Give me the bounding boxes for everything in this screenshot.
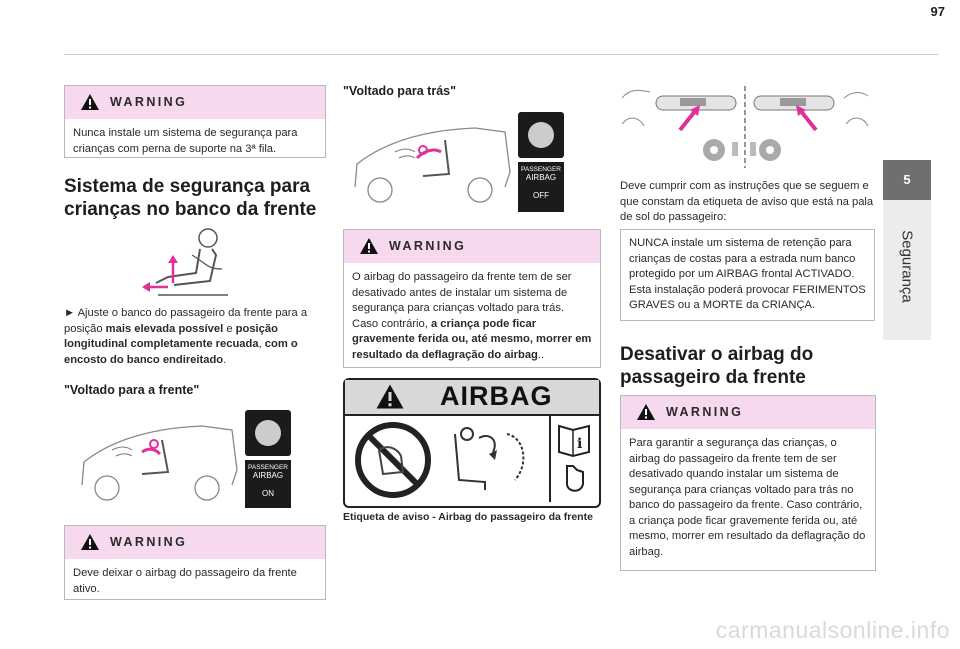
warning-header: [65, 86, 325, 119]
section-heading: Sistema de segurança para crianças no banco da frente: [64, 176, 317, 220]
airbag-key-switch-icon: [255, 420, 281, 446]
airbag-label-header: [345, 380, 599, 416]
chapter-tab-label: Segurança: [898, 230, 916, 303]
page-number: 97: [930, 4, 945, 19]
watermark: carmanualsonline.info: [715, 617, 950, 643]
section-heading-deactivate: Desativar o airbag do passageiro da frente: [620, 344, 814, 388]
subheading-forward-facing: "Voltado para a frente": [64, 383, 200, 397]
warning-title: WARNING: [110, 535, 188, 549]
airbag-switch-key-image: [518, 112, 564, 158]
car-rear-seat-illustration: [345, 112, 515, 207]
warning-triangle-icon: [359, 237, 379, 255]
warning-title: WARNING: [666, 405, 744, 419]
car-forward-seat-illustration: [72, 410, 242, 505]
airbag-label-caption: Etiqueta de aviso - Airbag do passageiro da frente: [343, 511, 593, 523]
warning-text: Para garantir a segurança das crianças, o airbag do passageiro da frente tem de ser desativado quando instalar um sistema de segurança para crianças voltado para trás no banco do passageiro da frente. Caso contrário, a criança pode ficar gravemente ferida ou, até mesmo, morrer em resultado da deflagração do airbag.: [629, 437, 866, 558]
sun-visor-label-illustration: [620, 78, 870, 170]
no-rear-facing-seat-icon: [353, 420, 433, 500]
warning-text: O airbag do passageiro da frente tem de ser desativado antes de instalar um sistema de segurança para crianças voltado para trás. Caso contrário, a criança pode ficar gravemente ferida ou, até mesmo, morrer em resultado da deflagração do airbag..: [352, 271, 592, 361]
airbag-warning-label: [343, 378, 601, 508]
seat-adjust-instruction: ► Ajuste o banco do passageiro da frente para a posição mais elevada possível e posição longitudinal completamente recuada, com o encosto do banco endireitado.: [64, 307, 308, 366]
warning-triangle-icon: [636, 403, 656, 421]
airbag-deploy-seat-icon: [445, 424, 535, 496]
seat-adjust-illustration: [138, 225, 250, 297]
warning-text: Deve deixar o airbag do passageiro da frente ativo.: [73, 567, 297, 595]
sun-visor-intro: Deve cumprir com as instruções que se seguem e que constam da etiqueta de aviso que está na pala de sol do passageiro:: [620, 180, 874, 224]
airbag-label-word: AIRBAG: [440, 381, 553, 411]
read-manual-icon: [557, 422, 591, 498]
warning-box-deactivate-airbag: [343, 229, 601, 368]
chapter-tab-number[interactable]: 5: [883, 160, 931, 200]
warning-box-keep-active: [64, 525, 326, 600]
warning-triangle-icon: [80, 533, 100, 551]
airbag-key-switch-icon: [528, 122, 554, 148]
warning-text: Nunca instale um sistema de segurança para crianças com perna de suporte na 3ª fila.: [73, 127, 298, 155]
warning-header: [65, 526, 325, 559]
header-divider: [64, 54, 938, 55]
warning-triangle-icon: [80, 93, 100, 111]
passenger-airbag-off-indicator: PASSENGER AIRBAG OFF: [518, 162, 564, 212]
svg-text:i: i: [577, 436, 583, 452]
warning-box-child-safety: [620, 395, 876, 571]
subheading-rear-facing: "Voltado para trás": [343, 84, 457, 98]
warning-title: WARNING: [389, 239, 467, 253]
visor-notice-box: NUNCA instale um sistema de retenção para crianças de costas para a estrada num banco protegido por um AIRBAG frontal ACTIVADO. Esta instalação poderá provocar FERIMENTOS GRAVES ou a MORTE da CRIANÇA.: [620, 229, 875, 321]
warning-triangle-icon: [375, 383, 405, 410]
warning-header: [621, 396, 875, 429]
warning-box-third-row: [64, 85, 326, 158]
warning-title: WARNING: [110, 95, 188, 109]
label-divider: [549, 416, 551, 502]
warning-header: [344, 230, 600, 263]
airbag-switch-key-image: [245, 410, 291, 456]
bullet-arrow-icon: ►: [64, 307, 76, 319]
passenger-airbag-on-indicator: PASSENGER AIRBAG ON: [245, 460, 291, 508]
